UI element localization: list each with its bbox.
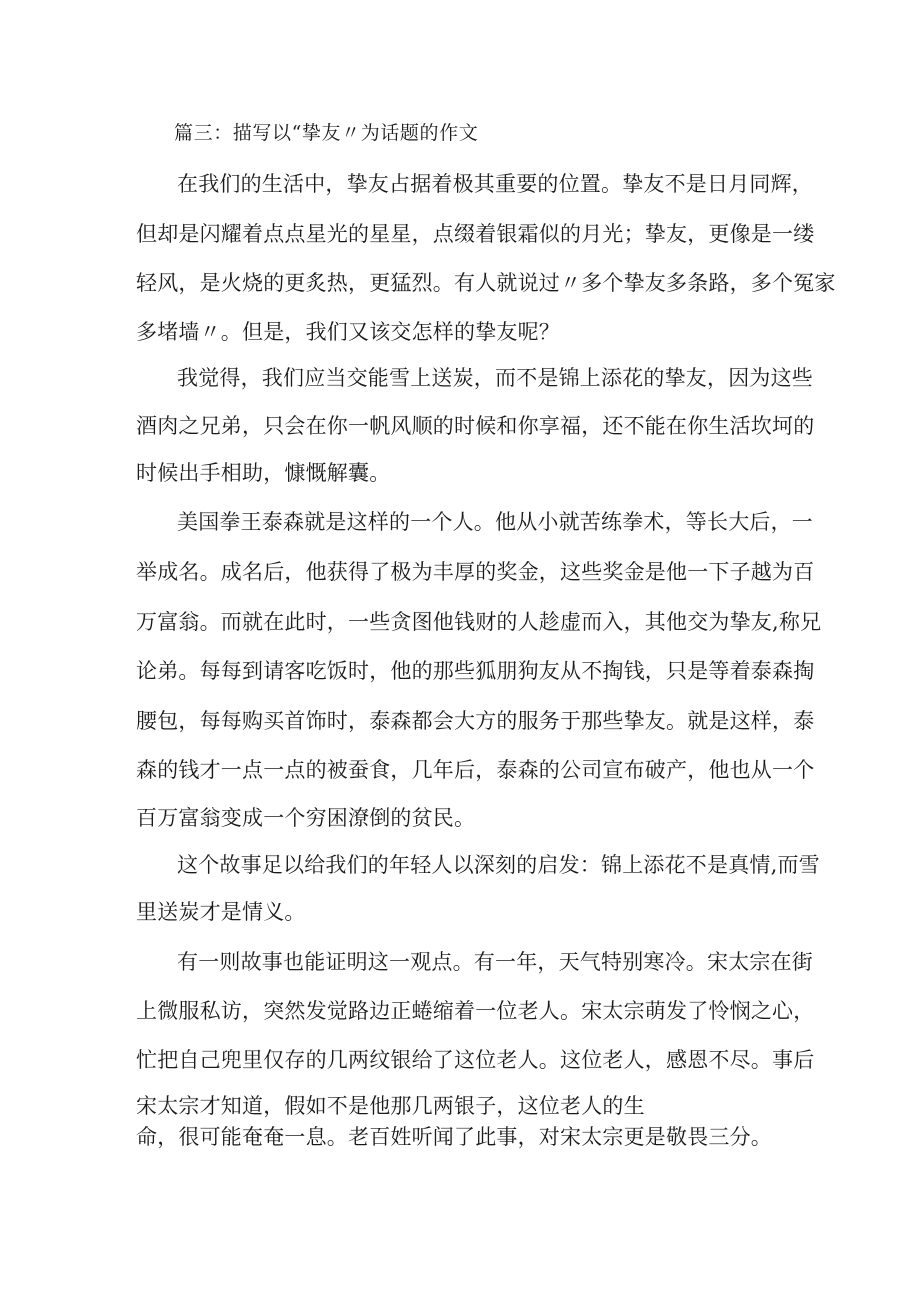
paragraph-line: 森的钱才一点一点的被蚕食，几年后，泰森的公司宣布破产，他也从一个 — [136, 758, 815, 782]
paragraph-line: 这个故事足以给我们的年轻人以深刻的启发：锦上添花不是真情,而雪 — [177, 853, 820, 877]
paragraph-line: 命，很可能奄奄一息。老百姓听闻了此事，对宋太宗更是敬畏三分。 — [136, 1125, 772, 1149]
paragraph-line: 有一则故事也能证明这一观点。有一年，天气特别寒冷。宋太宗在街 — [177, 950, 813, 974]
paragraph-line: 时候出手相助，慷慨解囊。 — [136, 461, 391, 485]
paragraph-line: 多堵墙〃。但是，我们又该交怎样的挚友呢？ — [136, 320, 560, 344]
paragraph-line: 酒肉之兄弟，只会在你一帆风顺的时候和你享福，还不能在你生活坎坷的 — [136, 414, 815, 438]
paragraph-line: 腰包，每每购买首饰时，泰森都会大方的服务于那些挚友。就是这样，泰 — [136, 709, 815, 733]
paragraph-line: 在我们的生活中，挚友占据着极其重要的位置。挚友不是日月同辉， — [177, 172, 813, 196]
paragraph-line: 万富翁。而就在此时，一些贪图他钱财的人趁虚而入，其他交为挚友,称兄 — [136, 610, 822, 634]
paragraph-line: 上微服私访，突然发觉路边正蜷缩着一位老人。宋太宗萌发了怜悯之心， — [136, 999, 815, 1023]
paragraph-line: 但却是闪耀着点点星光的星星，点缀着银霜似的月光；挚友，更像是一缕 — [136, 222, 815, 246]
paragraph-line: 忙把自己兜里仅存的几两纹银给了这位老人。这位老人，感恩不尽。事后 — [136, 1048, 815, 1072]
paragraph-line: 百万富翁变成一个穷困潦倒的贫民。 — [136, 806, 476, 830]
paragraph-line: 宋太宗才知道，假如不是他那几两银子，这位老人的生 — [136, 1094, 645, 1118]
paragraph-line: 论弟。每每到请客吃饭时，他的那些狐朋狗友从不掏钱，只是等着泰森掏 — [136, 659, 815, 683]
paragraph-line: 里送炭才是情义。 — [136, 900, 306, 924]
page-title: 篇三：描写以“挚友〃为话题的作文 — [174, 122, 479, 144]
paragraph-line: 美国拳王泰森就是这样的一个人。他从小就苦练拳术，等长大后，一 — [177, 510, 813, 534]
paragraph-line: 轻风，是火烧的更炙热，更猛烈。有人就说过〃多个挚友多条路，多个冤家 — [136, 271, 836, 295]
paragraph-line: 我觉得，我们应当交能雪上送炭，而不是锦上添花的挚友，因为这些 — [177, 366, 813, 390]
paragraph-line: 举成名。成名后，他获得了极为丰厚的奖金，这些奖金是他一下子越为百 — [136, 560, 815, 584]
